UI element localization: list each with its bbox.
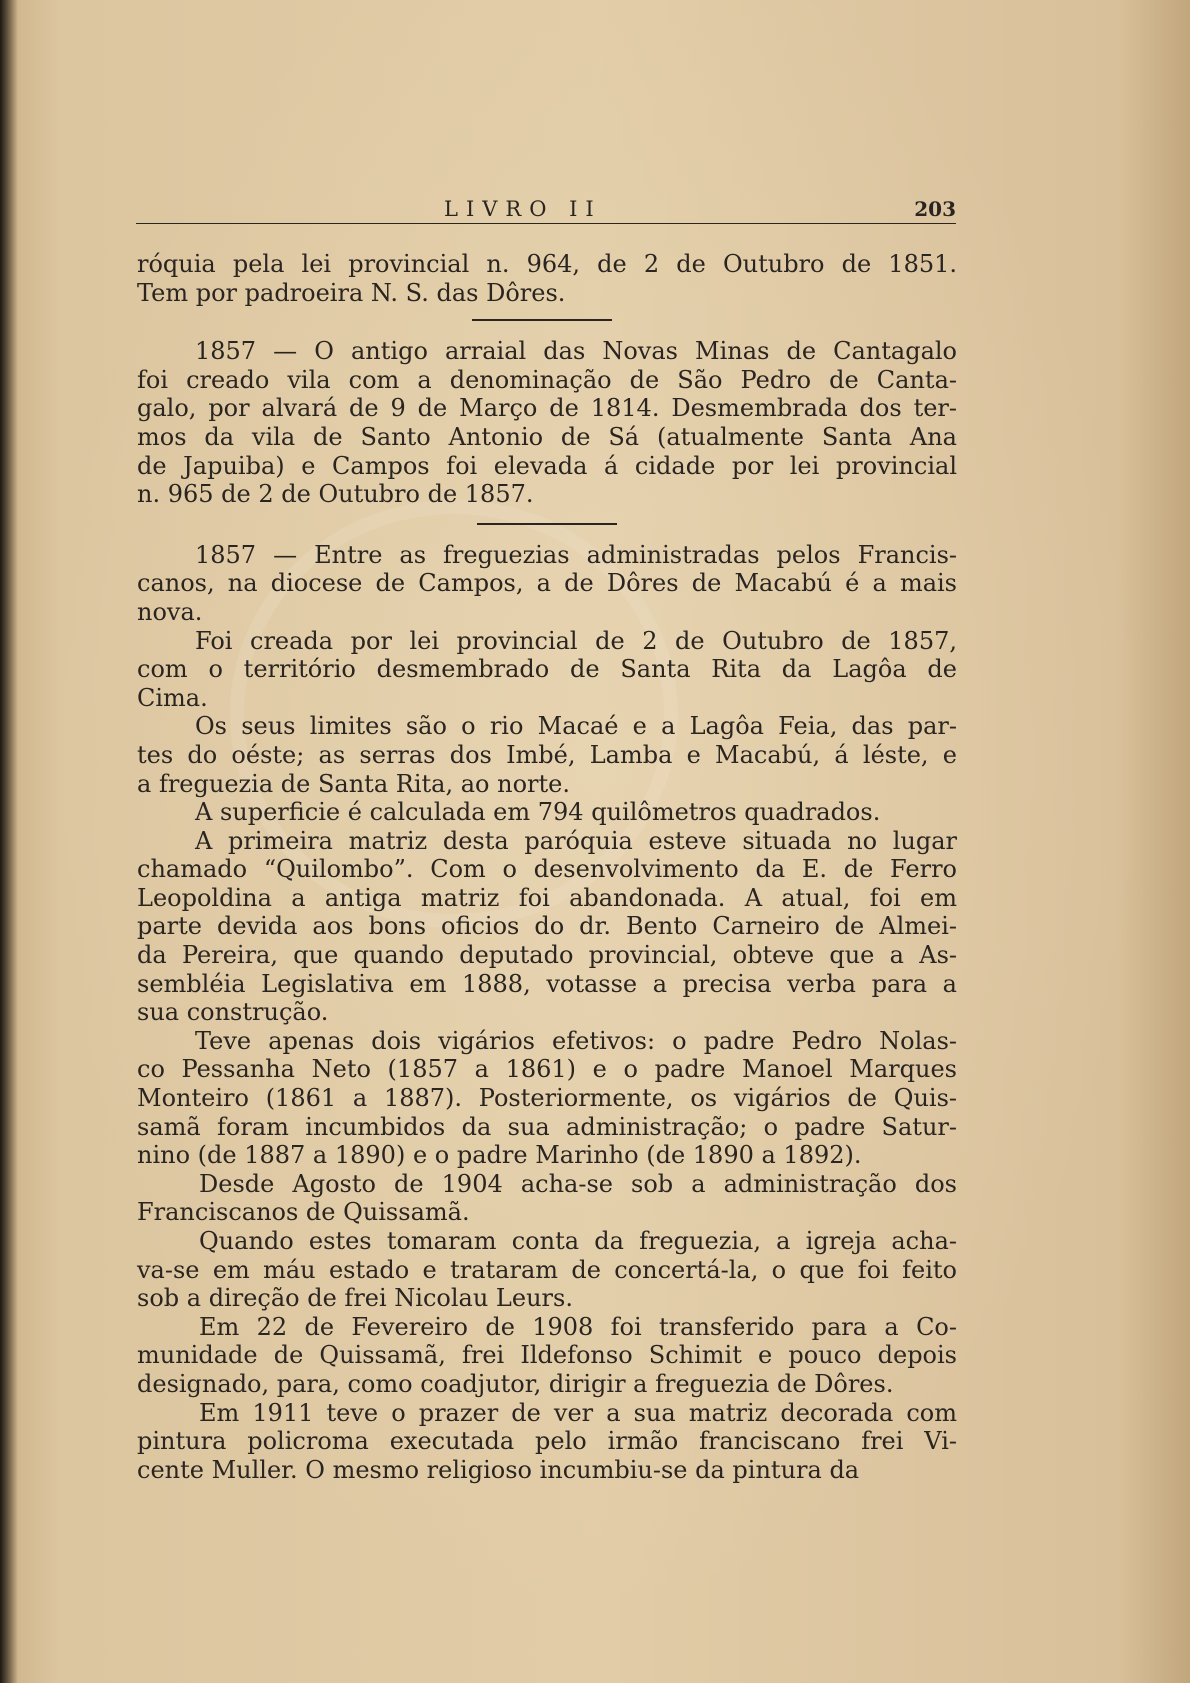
text-line: Monteiro (1861 a 1887). Posteriormente, os vigários de Quis- [137, 1084, 957, 1113]
paragraph [137, 627, 957, 713]
text-line: foi creado vila com a denominação de São Pedro de Canta- [137, 365, 957, 394]
text-line: Em 22 de Fevereiro de 1908 foi transferido para a Co- [199, 1312, 957, 1341]
text-line: Foi creada por lei provincial de 2 de Outubro de 1857, [195, 626, 957, 655]
paragraph [137, 1399, 957, 1485]
paragraph [137, 712, 957, 798]
text-line: n. 965 de 2 de Outubro de 1857. [137, 480, 534, 509]
text-line: canos, na diocese de Campos, a de Dôres de Macabú é a mais [137, 569, 957, 598]
text-line: galo, por alvará de 9 de Março de 1814. Desmembrada dos ter- [137, 394, 957, 423]
paragraph [137, 1027, 957, 1170]
paragraph [137, 827, 957, 1027]
text-line: Leopoldina a antiga matriz foi abandonada. A atual, foi em [137, 883, 957, 912]
text-line: Os seus limites são o rio Macaé e a Lagôa Feia, das par- [195, 712, 957, 741]
header-title: LIVRO II [444, 197, 602, 221]
paragraph [137, 541, 957, 627]
text-line: A primeira matriz desta paróquia esteve situada no lugar [195, 826, 957, 855]
text-line: parte devida aos bons oficios do dr. Bento Carneiro de Almei- [137, 912, 957, 941]
text-line: com o território desmembrado de Santa Rita da Lagôa de [137, 655, 957, 684]
text-line: 1857 — O antigo arraial das Novas Minas de Cantagalo [195, 337, 957, 366]
text-line: Franciscanos de Quissamã. [137, 1198, 470, 1227]
text-line: Quando estes tomaram conta da freguezia, a igreja acha- [199, 1227, 957, 1255]
text-line: mos da vila de Santo Antonio de Sá (atualmente Santa Ana [137, 422, 957, 451]
section-separator [472, 319, 612, 321]
text-line: Teve apenas dois vigários efetivos: o padre Pedro Nolas- [195, 1026, 957, 1055]
paragraph [137, 337, 957, 509]
page-body [137, 250, 957, 1484]
text-line: pintura policroma executada pelo irmão franciscano frei Vi- [137, 1427, 957, 1456]
header-rule [136, 223, 956, 224]
text-line: A superficie é calculada em 794 quilômetros quadrados. [195, 798, 881, 827]
paragraph [137, 250, 957, 307]
text-line: 1857 — Entre as freguezias administradas pelos Francis- [195, 540, 957, 569]
paragraph [137, 1170, 957, 1227]
text-line: designado, para, como coadjutor, dirigir a freguezia de Dôres. [137, 1369, 894, 1398]
page-number: 203 [914, 197, 956, 221]
section-separator [477, 523, 617, 525]
text-line: sembléia Legislativa em 1888, votasse a precisa verba para a [137, 969, 957, 998]
page-binding-shadow [0, 0, 18, 1683]
text-line: Desde Agosto de 1904 acha-se sob a administração dos [199, 1169, 957, 1198]
text-line: va-se em máu estado e trataram de concertá-la, o que foi feito [137, 1255, 957, 1284]
paragraph [137, 798, 957, 827]
text-line: da Pereira, que quando deputado provincial, obteve que a As- [137, 941, 957, 970]
text-line: róquia pela lei provincial n. 964, de 2 de Outubro de 1851. [137, 250, 957, 278]
text-line: Cima. [137, 683, 208, 712]
paragraph [137, 1227, 957, 1313]
text-line: sua construção. [137, 998, 329, 1027]
text-line: cente Muller. O mesmo religioso incumbiu-se da pintura da [137, 1455, 860, 1484]
text-line: de Japuiba) e Campos foi elevada á cidade por lei provincial [137, 451, 957, 480]
text-line: nova. [137, 597, 203, 626]
text-line: Tem por padroeira N. S. das Dôres. [137, 278, 566, 307]
text-line: co Pessanha Neto (1857 a 1861) e o padre Manoel Marques [137, 1055, 957, 1084]
text-line: Em 1911 teve o prazer de ver a sua matriz decorada com [199, 1398, 957, 1427]
text-line: chamado “Quilombo”. Com o desenvolvimento da E. de Ferro [137, 855, 957, 884]
text-line: sob a direção de frei Nicolau Leurs. [137, 1284, 573, 1313]
paragraph [137, 1313, 957, 1399]
text-line: a freguezia de Santa Rita, ao norte. [137, 769, 570, 798]
text-line: tes do oéste; as serras dos Imbé, Lamba e Macabú, á léste, e [137, 740, 957, 769]
text-line: samã foram incumbidos da sua administração; o padre Satur- [137, 1112, 957, 1141]
text-line: nino (de 1887 a 1890) e o padre Marinho (de 1890 a 1892). [137, 1141, 862, 1170]
text-line: munidade de Quissamã, frei Ildefonso Schimit e pouco depois [137, 1341, 957, 1370]
running-header [136, 195, 956, 227]
